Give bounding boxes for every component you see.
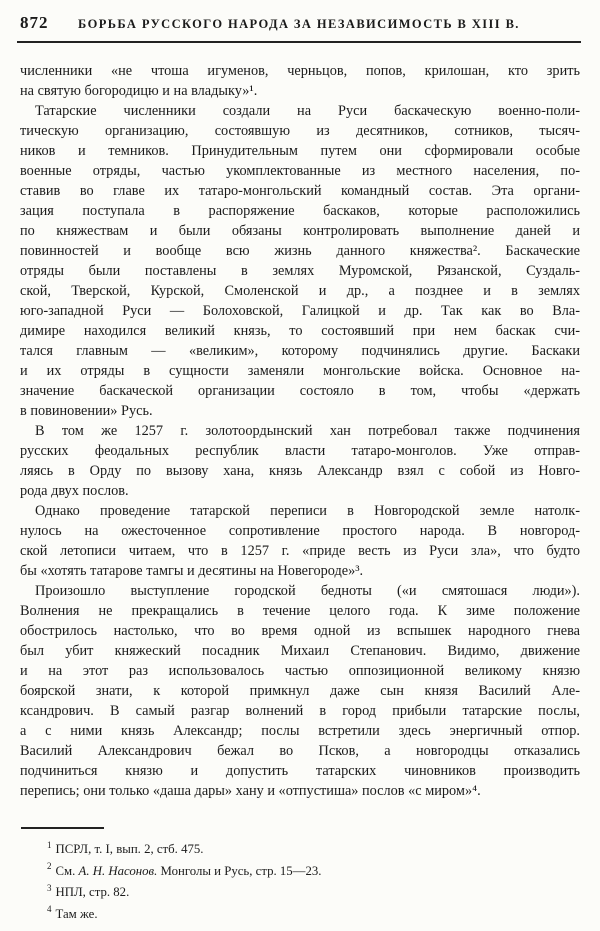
text-line: зация поступала в распоряжение баскаков, которые расположились bbox=[20, 203, 580, 219]
footnotes bbox=[20, 839, 580, 925]
text-line: в повиновении» Русь. bbox=[20, 403, 153, 419]
text-line: на святую богородицю и на владыку»¹. bbox=[20, 83, 258, 99]
footnote-marker: 3 bbox=[47, 882, 52, 893]
paragraph bbox=[20, 581, 580, 801]
text-line: численники «не чтоша игуменов, черньцов, попов, крилошан, кто зрить bbox=[20, 63, 580, 79]
text-line: по княжествам и были обязаны контролировать выполнение даней и bbox=[20, 223, 580, 239]
text-line: боярской знати, к которой примкнул даже сын князя Василий Але- bbox=[20, 683, 580, 699]
text-line: Произошло выступление городской бедноты («и смятошася люди»). bbox=[35, 583, 580, 599]
footnote-divider bbox=[21, 827, 104, 829]
text-line: русских феодальных республик власти татаро-монголов. Уже отправ- bbox=[20, 443, 580, 459]
text-line: нулось на ожесточенное сопротивление простого народа. В новгород- bbox=[20, 523, 580, 539]
paragraph bbox=[20, 101, 580, 421]
text-line: рода двух послов. bbox=[20, 483, 129, 499]
page-header bbox=[20, 13, 580, 37]
footnote-marker: 4 bbox=[47, 904, 52, 915]
header-rule bbox=[17, 41, 581, 43]
text-line: ской летописи читаем, что в 1257 г. «приде весть из Руси зла», что будто bbox=[20, 543, 580, 559]
text-line: тался главным — «великим», которому подчинялись другие. Баскаки bbox=[20, 343, 580, 359]
text-line: подчиниться князю и допустить татарских чиновников производить bbox=[20, 763, 580, 779]
text-line: повинностей и вообще всю жизнь данного княжества². Баскаческие bbox=[20, 243, 580, 259]
text-line: ников и темников. Принудительным путем они сформировали особые bbox=[20, 143, 580, 159]
paragraph bbox=[20, 61, 580, 101]
text-line: Однако проведение татарской переписи в Новгородской земле натолк- bbox=[35, 503, 580, 519]
text-line: ской, Тверской, Курской, Смоленской и др., а позднее и в землях bbox=[20, 283, 580, 299]
text-line: юго-западной Руси — Болоховской, Галицкой и др. Так как во Вла- bbox=[20, 303, 580, 319]
text-line: Василий Александрович бежал во Псков, а новгородцы отказались bbox=[20, 743, 580, 759]
body-text bbox=[20, 61, 580, 801]
text-line: значение баскаческой организации состояло в том, чтобы «держать bbox=[20, 383, 580, 399]
text-line: димире находился великий князь, то состоявший при нем баскак счи- bbox=[20, 323, 580, 339]
text-line: военные отряды, частью укомплектованные из местного населения, по- bbox=[20, 163, 580, 179]
text-line: перепись; они только «даша дары» хану и «отпустиша» послов «с миром»⁴. bbox=[20, 783, 481, 799]
text-line: В том же 1257 г. золотоордынский хан потребовал также подчинения bbox=[35, 423, 580, 439]
text-line: а с ними князь Александр; послы встретили здесь энергичный отпор. bbox=[20, 723, 580, 739]
footnote: $^1$ ПСРЛ, т. I, вып. 2, стб. 475. bbox=[47, 839, 204, 856]
page-number: 872 bbox=[20, 13, 49, 32]
footnote-marker: 1 bbox=[47, 839, 52, 850]
text-line: тическую организацию, состоявшую из десятников, сотников, тысяч- bbox=[20, 123, 580, 139]
running-title: БОРЬБА РУССКОГО НАРОДА ЗА НЕЗАВИСИМОСТЬ В XIII В. bbox=[78, 17, 520, 31]
text-line: бы «хотять татарове тамгы и десятины на Новегороде»³. bbox=[20, 563, 364, 579]
paragraph bbox=[20, 421, 580, 501]
text-line: отряды были поставлены в землях Муромской, Рязанской, Суздаль- bbox=[20, 263, 580, 279]
footnote: $^3$ НПЛ, стр. 82. bbox=[47, 882, 130, 899]
footnote-marker: 2 bbox=[47, 861, 52, 872]
footnote-author: А. Н. Насонов. bbox=[78, 863, 158, 878]
text-line: Волнения не прекращались в течение целого года. К зиме положение bbox=[20, 603, 580, 619]
text-line: был убит княжеский посадник Михаил Степанович. Видимо, движение bbox=[20, 643, 580, 659]
footnote: $^2$ См. А. Н. Насонов. Монголы и Русь, стр. 15—23. bbox=[47, 861, 322, 878]
text-line: и на этот раз использовалось частью оппозиционной великому князю bbox=[20, 663, 580, 679]
paragraph bbox=[20, 501, 580, 581]
text-line: ксандрович. В самый разгар волнений в город прибыли татарские послы, bbox=[20, 703, 580, 719]
text-line: Татарские численники создали на Руси баскаческую военно-поли- bbox=[35, 103, 580, 119]
footnote: $^4$ Там же. bbox=[47, 904, 98, 921]
text-line: ставив во главе их татаро-монгольский командный состав. Эта органи- bbox=[20, 183, 580, 199]
text-line: ляясь в Орду по вызову хана, князь Александр взял с собой из Новго- bbox=[20, 463, 580, 479]
text-line: и их отряды в сущности заменяли монгольские войска. Основное на- bbox=[20, 363, 580, 379]
text-line: обострилось настолько, что во время одной из вспышек народного гнева bbox=[20, 623, 580, 639]
